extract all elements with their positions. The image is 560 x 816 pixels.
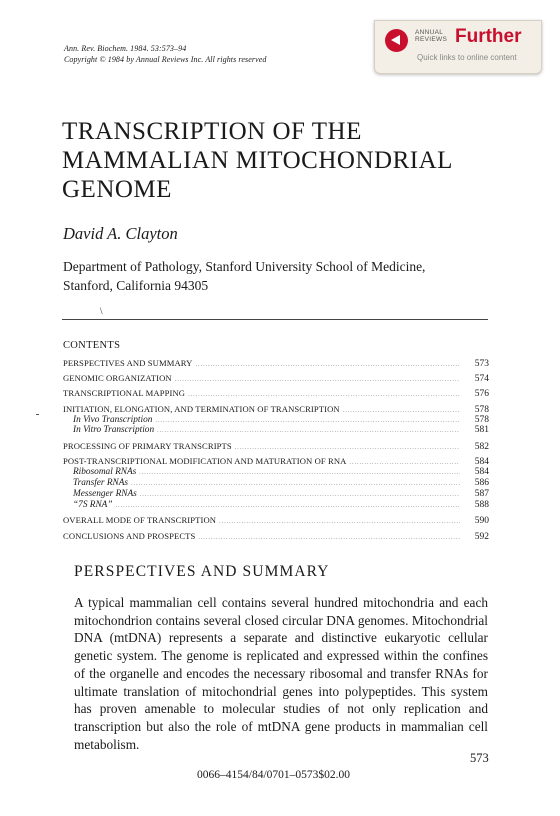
author-affiliation xyxy=(63,257,483,295)
toc-entry-processing-primary-transcripts[interactable] xyxy=(63,441,489,452)
toc-entry-label: TRANSCRIPTIONAL MAPPING xyxy=(63,388,186,399)
toc-entry-label: PERSPECTIVES AND SUMMARY xyxy=(63,357,193,368)
toc-entry-page: 584 xyxy=(474,467,489,478)
section-heading: PERSPECTIVES AND SUMMARY xyxy=(74,563,330,580)
toc-entry-page: 574 xyxy=(474,373,489,384)
toc-leader-dots xyxy=(235,445,460,451)
toc-leader-dots xyxy=(195,362,460,368)
toc-entry-in-vivo-transcription[interactable] xyxy=(63,415,489,426)
toc-entry-perspectives[interactable] xyxy=(63,358,489,369)
section-body-paragraph: A typical mammalian cell contains several hundred mitochondria and each mitochondrion contains several closed circular DNA genomes. Mitochondrial DNA (mtDNA) represents a separate and distinctive eukaryotic cellular genetic system. The genome is replicated and expressed within the confines of the organelle and encodes the necessary ribosomal and transfer RNAs for ultimate translation of mitochondrial genes into polypeptides. This system has proven amenable to molecular studies of not only replication and transcription but also the role of mtDNA gene products in mammalian cell metabolism. xyxy=(74,595,488,752)
toc-entry-page: 578 xyxy=(474,414,489,425)
citation-line-1: Ann. Rev. Biochem. 1984. 53:573–94 xyxy=(64,44,187,53)
toc-entry-page: 588 xyxy=(474,499,489,510)
toc-leader-dots xyxy=(349,460,460,466)
toc-entry-page: 584 xyxy=(474,457,489,468)
toc-entry-messenger-rnas[interactable] xyxy=(63,489,489,500)
toc-leader-dots xyxy=(219,519,460,525)
toc-entry-label: Transfer RNAs xyxy=(73,478,129,489)
author-name: David A. Clayton xyxy=(63,224,178,243)
toc-entry-page: 586 xyxy=(474,478,489,489)
toc-leader-dots xyxy=(140,492,460,498)
toc-entry-label: INITIATION, ELONGATION, AND TERMINATION OF TRANSCRIPTION xyxy=(63,403,340,414)
toc-entry-page: 578 xyxy=(474,404,489,415)
toc-entry-page: 581 xyxy=(474,425,489,436)
stray-mark: \ xyxy=(100,306,103,316)
table-of-contents xyxy=(63,353,489,541)
toc-leader-dots xyxy=(343,408,460,414)
toc-entry-in-vitro-transcription[interactable] xyxy=(63,425,489,436)
title-line-2: MAMMALIAN MITOCHONDRIAL xyxy=(62,147,453,174)
toc-entry-label: PROCESSING OF PRIMARY TRANSCRIPTS xyxy=(63,440,232,451)
toc-leader-dots xyxy=(116,503,460,509)
divider-rule xyxy=(62,319,488,320)
affiliation-line-2: Stanford, California 94305 xyxy=(63,278,209,293)
toc-entry-page: 582 xyxy=(474,441,489,452)
toc-leader-dots xyxy=(139,470,460,476)
toc-entry-label: CONCLUSIONS AND PROSPECTS xyxy=(63,530,196,541)
badge-further-text: Further xyxy=(455,26,522,47)
toc-leader-dots xyxy=(157,428,460,434)
toc-entry-page: 590 xyxy=(474,516,489,527)
badge-subtitle: Quick links to online content xyxy=(417,53,517,62)
toc-entry-label: Messenger RNAs xyxy=(73,488,137,499)
toc-entry-initiation-elongation-termination[interactable] xyxy=(63,404,489,415)
toc-entry-label: Ribosomal RNAs xyxy=(73,467,137,478)
toc-entry-label: OVERALL MODE OF TRANSCRIPTION xyxy=(63,515,217,526)
badge-annual-text: ANNUAL xyxy=(415,29,444,36)
toc-leader-dots xyxy=(198,535,460,541)
toc-entry-transfer-rnas[interactable] xyxy=(63,478,489,489)
toc-entry-page: 587 xyxy=(474,488,489,499)
article-title xyxy=(62,117,453,204)
toc-entry-genomic-organization[interactable] xyxy=(63,373,489,384)
journal-citation xyxy=(64,43,266,65)
title-line-3: GENOME xyxy=(62,176,172,203)
margin-mark xyxy=(36,414,39,415)
toc-entry-page: 573 xyxy=(474,358,489,369)
toc-leader-dots xyxy=(188,392,460,398)
affiliation-line-1: Department of Pathology, Stanford University School of Medicine, xyxy=(63,259,426,274)
toc-entry-7s-rna[interactable] xyxy=(63,500,489,511)
citation-line-2: Copyright © 1984 by Annual Reviews Inc. All rights reserved xyxy=(64,55,267,64)
page-number: 573 xyxy=(470,751,489,765)
toc-entry-post-transcriptional-modification[interactable] xyxy=(63,456,489,467)
title-line-1: TRANSCRIPTION OF THE xyxy=(62,118,362,145)
play-back-icon xyxy=(385,29,408,52)
toc-entry-page: 576 xyxy=(474,389,489,400)
contents-heading: CONTENTS xyxy=(63,340,121,351)
toc-entry-label: “7S RNA” xyxy=(73,499,113,510)
toc-entry-conclusions[interactable] xyxy=(63,531,489,542)
toc-entry-label: In Vitro Transcription xyxy=(73,425,155,436)
toc-leader-dots xyxy=(155,418,460,424)
toc-entry-label: GENOMIC ORGANIZATION xyxy=(63,372,172,383)
toc-entry-page: 592 xyxy=(474,531,489,542)
toc-entry-overall-mode[interactable] xyxy=(63,515,489,526)
toc-entry-transcriptional-mapping[interactable] xyxy=(63,388,489,399)
toc-leader-dots xyxy=(131,481,460,487)
annual-reviews-further-badge[interactable] xyxy=(374,20,542,74)
article-code: 0066–4154/84/0701–0573$02.00 xyxy=(197,769,351,781)
badge-annual-reviews-wordmark xyxy=(415,29,447,43)
toc-entry-ribosomal-rnas[interactable] xyxy=(63,467,489,478)
toc-entry-label: POST-TRANSCRIPTIONAL MODIFICATION AND MATURATION OF RNA xyxy=(63,456,347,467)
toc-entry-label: In Vivo Transcription xyxy=(73,414,153,425)
badge-reviews-text: REVIEWS xyxy=(415,36,448,43)
toc-leader-dots xyxy=(175,377,460,383)
